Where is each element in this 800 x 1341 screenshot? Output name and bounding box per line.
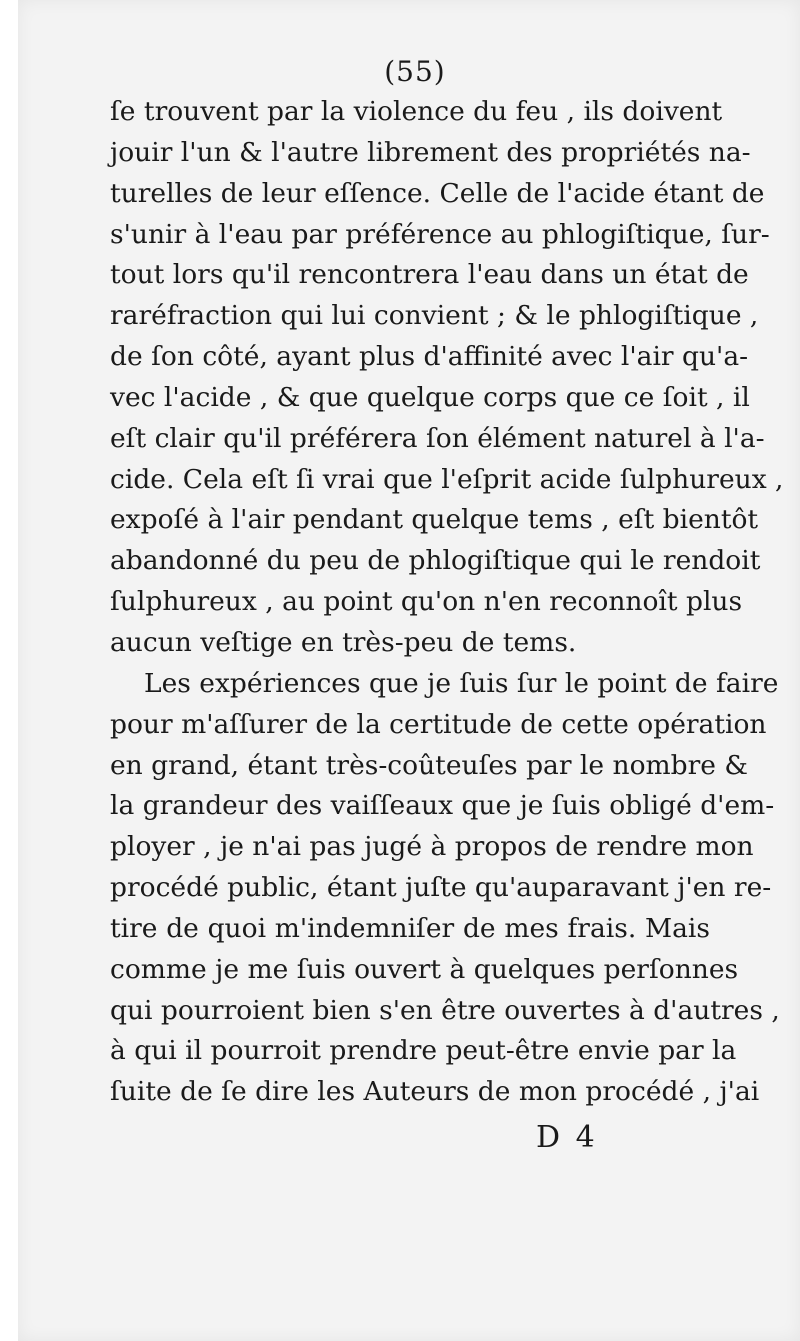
text-line: ſuite de ſe dire les Auteurs de mon procédé , j'ai [110,1076,760,1108]
text-line: pour m'aſſurer de la certitude de cette opération [110,708,767,740]
paragraph-1 [110,92,784,664]
text-line: ployer , je n'ai pas jugé à propos de rendre mon [110,831,754,863]
text-line: Les expériences que je ſuis ſur le point de faire [144,667,779,699]
signature-mark: D 4 [536,1120,598,1155]
text-line: en grand, étant très-coûteuſes par le nombre & [110,749,748,781]
book-page [18,0,800,1341]
text-line: la grandeur des vaiſſeaux que je ſuis obligé d'em- [110,790,775,822]
text-line: procédé public, étant juſte qu'auparavant j'en re- [110,872,772,904]
text-line: cide. Cela eſt ſi vrai que l'eſprit acide ſulphureux , [110,463,784,495]
text-line: ſulphureux , au point qu'on n'en reconnoît plus [110,586,743,618]
text-block [110,52,784,1113]
text-line: eſt clair qu'il préférera ſon élément naturel à l'a- [110,422,765,454]
text-line: s'unir à l'eau par préférence au phlogiſtique, ſur- [110,218,770,250]
text-line: ſe trouvent par la violence du feu , ils doivent [110,96,723,127]
text-line: turelles de leur eſſence. Celle de l'acide étant de [110,177,765,209]
text-line: tout lors qu'il rencontrera l'eau dans un état de [110,259,749,291]
paragraph-2 [110,664,780,1113]
text-line: qui pourroient bien s'en être ouvertes à d'autres , [110,994,780,1026]
text-line: comme je me ſuis ouvert à quelques perſonnes [110,953,739,985]
text-line: de ſon côté, ayant plus d'affinité avec l'air qu'a- [110,341,749,373]
text-line: vec l'acide , & que quelque corps que ce ſoit , il [110,381,750,413]
text-line: raréfraction qui lui convient ; & le phlogiſtique , [110,300,759,332]
text-line: à qui il pourroit prendre peut-être envie par la [110,1035,737,1067]
text-line: jouir l'un & l'autre librement des propriétés na- [110,136,751,168]
text-line: abandonné du peu de phlogiſtique qui le rendoit [110,545,761,577]
page-number: (55) [384,55,446,88]
text-line: tire de quoi m'indemniſer de mes frais. Mais [110,912,710,944]
text-line: expoſé à l'air pendant quelque tems , eſt bientôt [110,504,759,536]
text-line: aucun veſtige en très-peu de tems. [110,626,577,658]
